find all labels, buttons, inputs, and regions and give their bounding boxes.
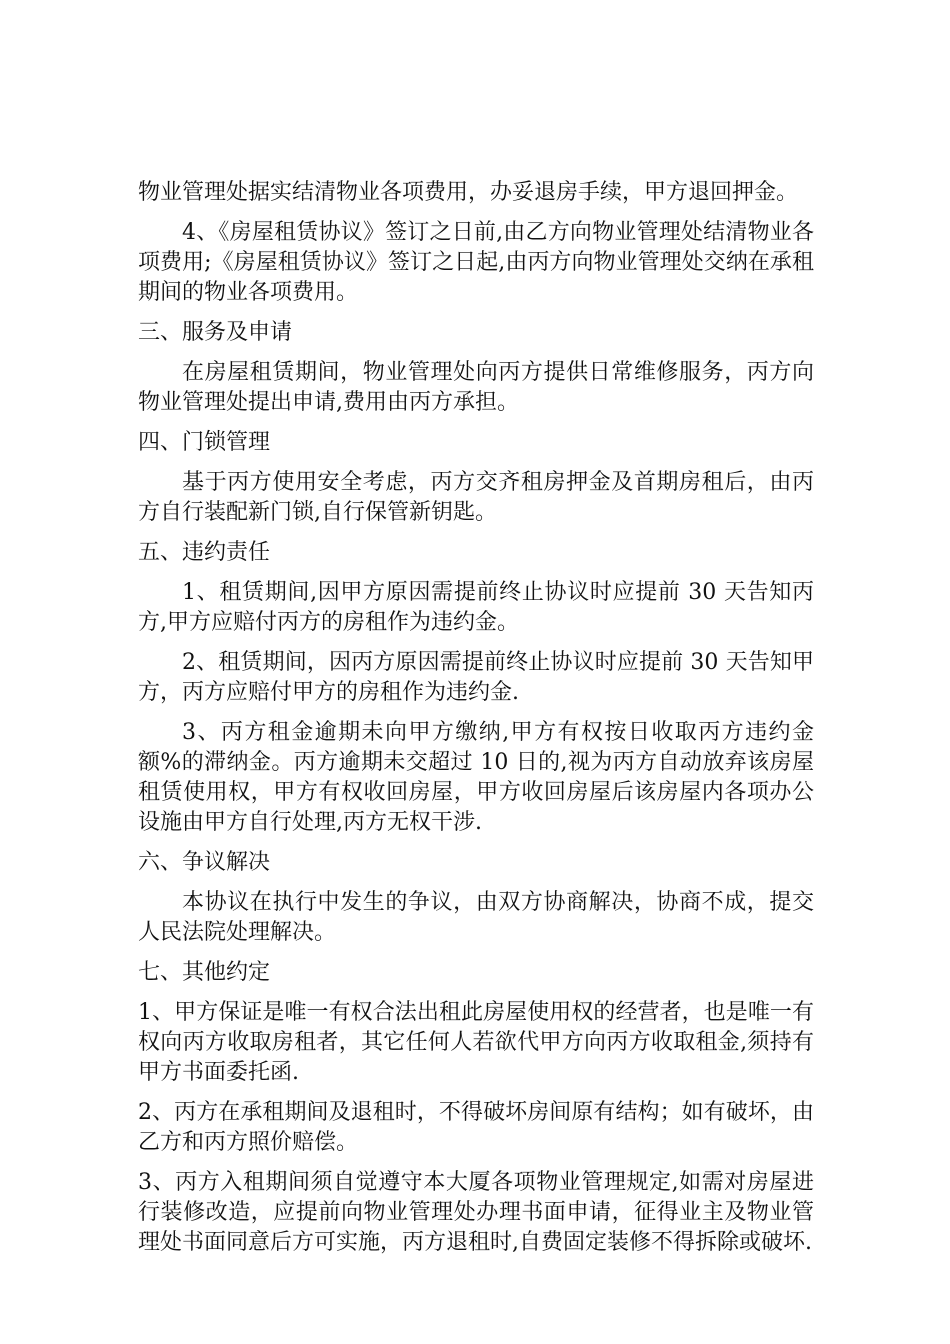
section-heading-other-terms: 七、其他约定 bbox=[138, 960, 271, 985]
paragraph-settlement-continuation: 物业管理处据实结清物业各项费用，办妥退房手续，甲方退回押金。 bbox=[138, 180, 799, 205]
paragraph-breach-item-2: 2、租赁期间，因丙方原因需提前终止协议时应提前 30 天告知甲方，丙方应赔付甲方的房租作为违约金. bbox=[138, 650, 814, 705]
paragraph-other-term-2: 2、丙方在承租期间及退租时，不得破坏房间原有结构；如有破坏，由乙方和丙方照价赔偿。 bbox=[138, 1100, 814, 1155]
section-heading-dispute-resolution: 六、争议解决 bbox=[138, 850, 271, 875]
paragraph-breach-item-1: 1、租赁期间,因甲方原因需提前终止协议时应提前 30 天告知丙方,甲方应赔付丙方的房租作为违约金。 bbox=[138, 580, 814, 635]
paragraph-dispute-resolution: 本协议在执行中发生的争议，由双方协商解决，协商不成，提交人民法院处理解决。 bbox=[138, 890, 814, 945]
paragraph-lock-management: 基于丙方使用安全考虑，丙方交齐租房押金及首期房租后，由丙方自行装配新门锁,自行保管新钥匙。 bbox=[138, 470, 814, 525]
paragraph-breach-item-3: 3、丙方租金逾期未向甲方缴纳,甲方有权按日收取丙方违约金额%的滞纳金。丙方逾期未交超过 10 日的,视为丙方自动放弃该房屋租赁使用权，甲方有权收回房屋，甲方收回房屋后该房屋内各项办公设施由甲方自行处理,丙方无权干涉. bbox=[138, 720, 814, 835]
section-heading-lock-management: 四、门锁管理 bbox=[138, 430, 271, 455]
section-heading-service-application: 三、服务及申请 bbox=[138, 320, 293, 345]
paragraph-item-4-property-fees: 4、《房屋租赁协议》签订之日前,由乙方向物业管理处结清物业各项费用;《房屋租赁协议》签订之日起,由丙方向物业管理处交纳在承租期间的物业各项费用。 bbox=[138, 220, 814, 305]
paragraph-other-term-1: 1、甲方保证是唯一有权合法出租此房屋使用权的经营者，也是唯一有权向丙方收取房租者，其它任何人若欲代甲方向丙方收取租金,须持有甲方书面委托函. bbox=[138, 1000, 814, 1085]
paragraph-other-term-3: 3、丙方入租期间须自觉遵守本大厦各项物业管理规定,如需对房屋进行装修改造，应提前向物业管理处办理书面申请，征得业主及物业管理处书面同意后方可实施，丙方退租时,自费固定装修不得拆除或破坏. bbox=[138, 1170, 814, 1255]
section-heading-breach-liability: 五、违约责任 bbox=[138, 540, 271, 565]
document-body bbox=[138, 178, 814, 1268]
paragraph-service-application: 在房屋租赁期间，物业管理处向丙方提供日常维修服务，丙方向物业管理处提出申请,费用由丙方承担。 bbox=[138, 360, 814, 415]
